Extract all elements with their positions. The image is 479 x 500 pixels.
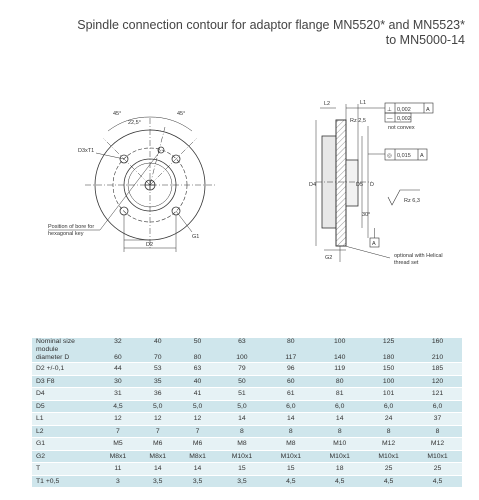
- d4-label: D4: [309, 182, 317, 188]
- d3-label: D3xT1: [78, 148, 95, 154]
- table-cell: M5: [98, 438, 138, 451]
- table-cell: M10: [315, 438, 364, 451]
- table-cell: 119: [315, 363, 364, 376]
- table-row: [32, 438, 462, 451]
- table-cell: 6,0: [315, 400, 364, 413]
- table-cell: 3,5: [217, 475, 266, 488]
- table-cell: 18: [315, 463, 364, 476]
- table-cell: 12: [138, 413, 178, 426]
- table-cell: 96: [266, 363, 315, 376]
- table-cell: M10x1: [364, 450, 413, 463]
- header-size-cell: 40 70: [138, 338, 178, 363]
- table-cell: 14: [217, 413, 266, 426]
- table-cell: 150: [364, 363, 413, 376]
- table-row: [32, 388, 462, 401]
- tol4-value: 0,015: [397, 153, 411, 159]
- table-cell: M10x1: [413, 450, 462, 463]
- header-size-cell: 80 117: [266, 338, 315, 363]
- datum-a-label: A: [372, 241, 376, 247]
- tol3-text: not convex: [388, 125, 415, 131]
- table-cell: 37: [413, 413, 462, 426]
- header-size-cell: 100 140: [315, 338, 364, 363]
- g1-label: G1: [192, 234, 200, 240]
- table-cell: 15: [266, 463, 315, 476]
- table-cell: 6,0: [266, 400, 315, 413]
- angle-left-label: 45°: [113, 111, 122, 117]
- rz63-label: Rz 6,3: [404, 198, 420, 204]
- table-row: [32, 363, 462, 376]
- table-cell: 8: [217, 425, 266, 438]
- table-cell: 35: [138, 375, 178, 388]
- l1-label: L1: [360, 100, 367, 106]
- table-cell: 185: [413, 363, 462, 376]
- helical-note-line2: thread set: [394, 260, 419, 266]
- table-row: [32, 475, 462, 488]
- table-cell: 100: [364, 375, 413, 388]
- helical-note-line1: optional with Helical: [394, 253, 443, 259]
- section-view-drawing: [316, 103, 433, 262]
- table-row: [32, 450, 462, 463]
- bore-note-line1: Position of bore for: [48, 224, 95, 230]
- table-cell: 3,5: [138, 475, 178, 488]
- table-cell: 53: [138, 363, 178, 376]
- table-cell: 5,0: [138, 400, 178, 413]
- table-cell: M8x1: [138, 450, 178, 463]
- table-cell: 8: [266, 425, 315, 438]
- table-cell: 60: [266, 375, 315, 388]
- table-cell: 4,5: [413, 475, 462, 488]
- table-row: [32, 463, 462, 476]
- table-cell: M10x1: [266, 450, 315, 463]
- header-size-cell: 50 80: [178, 338, 218, 363]
- table-cell: 15: [217, 463, 266, 476]
- table-cell: 25: [413, 463, 462, 476]
- table-cell: M6: [178, 438, 218, 451]
- table-cell: 120: [413, 375, 462, 388]
- table-cell: 25: [364, 463, 413, 476]
- table-cell: 4,5: [266, 475, 315, 488]
- header-size-cell: 32 60: [98, 338, 138, 363]
- l2-label: L2: [324, 101, 331, 107]
- table-cell: 31: [98, 388, 138, 401]
- table-cell: 24: [364, 413, 413, 426]
- row-label: L1: [32, 413, 98, 426]
- table-cell: M10x1: [315, 450, 364, 463]
- table-cell: 14: [315, 413, 364, 426]
- header-line1: Nominal size: [36, 338, 75, 345]
- tol1-symbol: ⊥: [387, 107, 392, 113]
- table-cell: 7: [138, 425, 178, 438]
- table-cell: 3: [98, 475, 138, 488]
- table-cell: 121: [413, 388, 462, 401]
- table-cell: 79: [217, 363, 266, 376]
- table-cell: 41: [178, 388, 218, 401]
- table-cell: 4,5: [364, 475, 413, 488]
- table-cell: 40: [178, 375, 218, 388]
- tol2-value: 0,002: [397, 116, 411, 122]
- table-cell: M12: [364, 438, 413, 451]
- rz-top-label: Rz 2,5: [350, 118, 366, 124]
- table-cell: 11: [98, 463, 138, 476]
- table-cell: 80: [315, 375, 364, 388]
- row-label: T1 +0,5: [32, 475, 98, 488]
- row-label: D3 F8: [32, 375, 98, 388]
- table-cell: M8: [217, 438, 266, 451]
- tol4-ref: A: [420, 153, 424, 159]
- tol4-symbol: ◎: [387, 153, 392, 159]
- header-line3: diameter D: [36, 354, 70, 361]
- table-cell: 8: [413, 425, 462, 438]
- table-cell: 4,5: [315, 475, 364, 488]
- row-label: G1: [32, 438, 98, 451]
- table-cell: 14: [178, 463, 218, 476]
- header-size-cell: 63 100: [217, 338, 266, 363]
- tol2-symbol: —: [387, 116, 393, 122]
- header-size-cell: 125 180: [364, 338, 413, 363]
- table-cell: 6,0: [364, 400, 413, 413]
- table-header-row: [32, 338, 462, 363]
- table-row: [32, 375, 462, 388]
- angle-right-label: 45°: [177, 111, 186, 117]
- table-cell: M12: [413, 438, 462, 451]
- table-cell: 7: [98, 425, 138, 438]
- table-cell: 5,0: [178, 400, 218, 413]
- table-cell: 6,0: [413, 400, 462, 413]
- header-line2: module: [36, 346, 59, 353]
- d5-label: D5: [356, 182, 364, 188]
- row-label: D4: [32, 388, 98, 401]
- page-title-line1: Spindle connection contour for adaptor flange MN5520* and MN5523*: [77, 18, 465, 32]
- table-cell: 4,5: [98, 400, 138, 413]
- table-cell: 30: [98, 375, 138, 388]
- row-label: D5: [32, 400, 98, 413]
- table-cell: M6: [138, 438, 178, 451]
- table-cell: 61: [266, 388, 315, 401]
- page-title-line2: to MN5000-14: [385, 33, 465, 47]
- table-cell: M10x1: [217, 450, 266, 463]
- bore-note-line2: hexagonal key: [48, 231, 84, 237]
- table-cell: 14: [266, 413, 315, 426]
- table-cell: 8: [315, 425, 364, 438]
- table-cell: 7: [178, 425, 218, 438]
- table-cell: 50: [217, 375, 266, 388]
- header-size-cell: 160 210: [413, 338, 462, 363]
- table-cell: 101: [364, 388, 413, 401]
- row-label: T: [32, 463, 98, 476]
- table-cell: M8: [266, 438, 315, 451]
- spec-table: [32, 338, 462, 488]
- table-cell: 5,0: [217, 400, 266, 413]
- table-cell: 51: [217, 388, 266, 401]
- table-cell: 63: [178, 363, 218, 376]
- table-cell: 14: [138, 463, 178, 476]
- table-cell: 81: [315, 388, 364, 401]
- d2-label: D2: [146, 242, 154, 248]
- angle30-label: 30°: [362, 212, 371, 218]
- row-label: D2 +/-0,1: [32, 363, 98, 376]
- table-cell: 12: [178, 413, 218, 426]
- header-label: [32, 338, 98, 363]
- row-label: L2: [32, 425, 98, 438]
- table-cell: 44: [98, 363, 138, 376]
- d-label: D: [370, 182, 374, 188]
- table-row: [32, 413, 462, 426]
- table-cell: 12: [98, 413, 138, 426]
- table-cell: 3,5: [178, 475, 218, 488]
- table-cell: 8: [364, 425, 413, 438]
- tol1-value: 0,002: [397, 107, 411, 113]
- table-row: [32, 400, 462, 413]
- table-cell: M8x1: [178, 450, 218, 463]
- table-cell: M8x1: [98, 450, 138, 463]
- table-cell: 36: [138, 388, 178, 401]
- angle-mid-label: 22,5°: [128, 120, 141, 126]
- tol1-ref: A: [426, 107, 430, 113]
- g2-label: G2: [325, 255, 333, 261]
- row-label: G2: [32, 450, 98, 463]
- table-row: [32, 425, 462, 438]
